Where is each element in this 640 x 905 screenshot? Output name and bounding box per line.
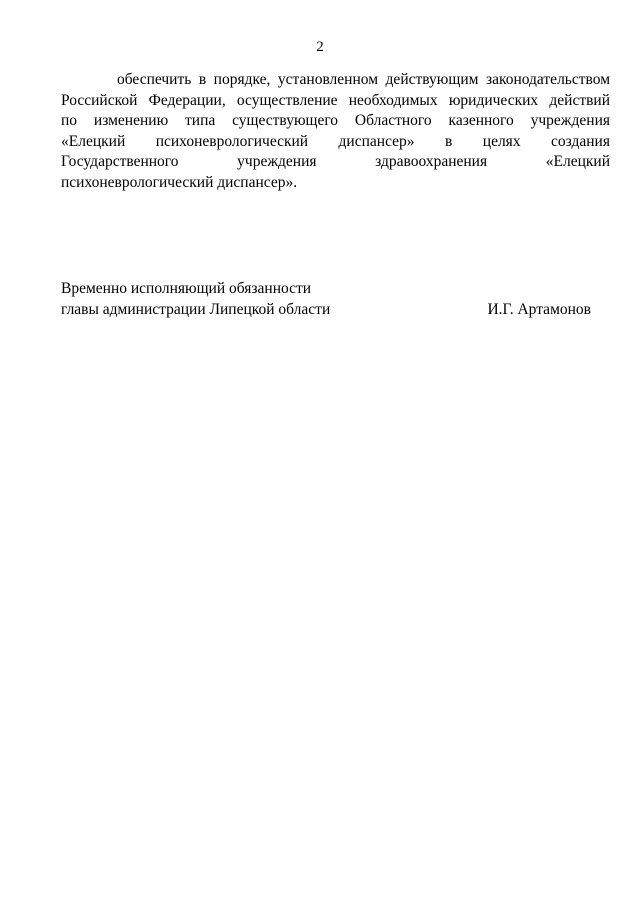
paragraph-line: обеспечить в порядке, установленном действующим законодательством [117,71,610,88]
body-paragraph [61,70,610,193]
paragraph-line: Российской Федерации, осуществление необходимых юридических действий [61,91,610,109]
signature-title-row-1 [61,278,591,299]
page-number: 2 [316,39,324,55]
paragraph-line: «Елецкий психоневрологический диспансер» в целях создания [61,132,610,150]
signatory-title-line-1: Временно исполняющий обязанности [61,280,312,297]
signatory-name: И.Г. Артамонов [487,301,591,318]
paragraph-line: по изменению типа существующего Областного казенного учреждения [61,112,610,129]
paragraph-line: психоневрологический диспансер». [61,173,298,191]
signatory-title-line-2: главы администрации Липецкой области [61,301,331,318]
paragraph-line: Государственного учреждения здравоохранения «Елецкий [61,153,610,170]
signature-block [61,278,591,320]
signature-title-row-2 [61,299,591,320]
